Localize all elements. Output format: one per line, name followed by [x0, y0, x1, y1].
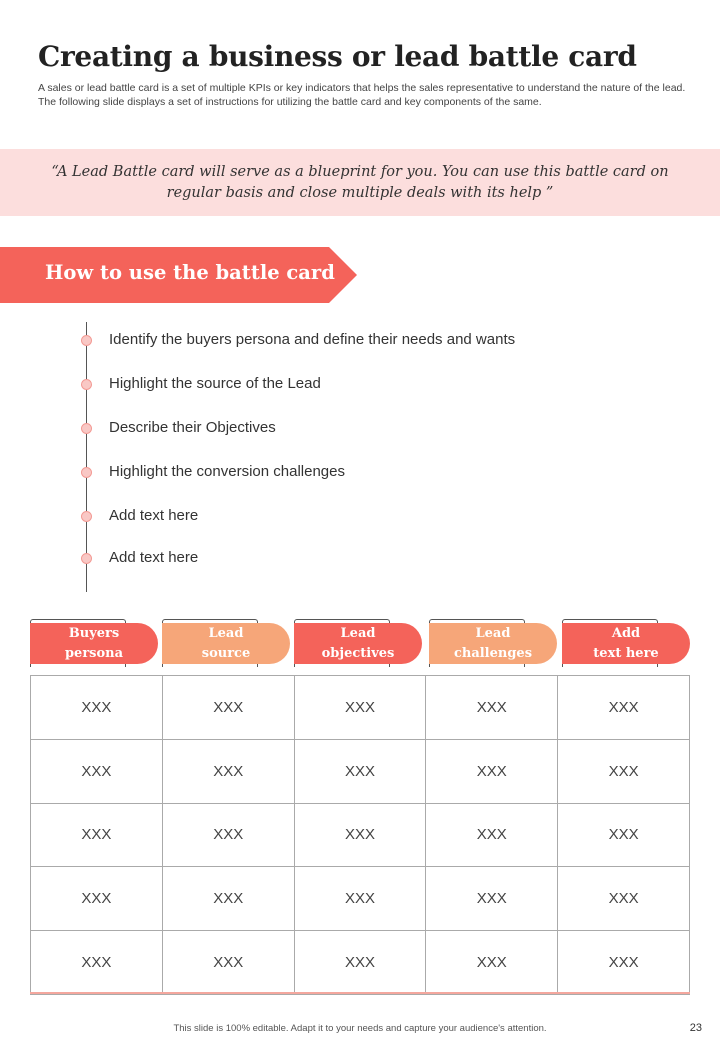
- page-number: 23: [689, 1022, 702, 1034]
- table-bottom-accent: [30, 992, 690, 994]
- column-header-add-text: [562, 619, 690, 667]
- timeline-step-label: Highlight the source of the Lead: [109, 375, 321, 392]
- table-cell: XXX: [558, 803, 690, 867]
- table-row: [31, 867, 690, 931]
- column-header-line1: Buyers: [68, 625, 120, 641]
- timeline-step-label: Add text here: [109, 507, 199, 524]
- column-header-pill: [429, 623, 557, 664]
- column-header-buyers-persona: [30, 619, 158, 667]
- column-header-line2: challenges: [453, 645, 533, 661]
- section-banner-title: How to use the battle card: [45, 261, 335, 284]
- table-cell: XXX: [294, 739, 426, 803]
- table-row: [31, 931, 690, 995]
- table-cell: XXX: [31, 803, 163, 867]
- table-cell: XXX: [558, 931, 690, 995]
- table-cell: XXX: [31, 867, 163, 931]
- page-description: A sales or lead battle card is a set of multiple KPIs or key indicators that helps the sales representative to understand the nature of the lead. The following slide displays a set of instructions for utilizing the battle card and key components of the same.: [38, 82, 686, 108]
- column-header-lead-challenges: [429, 619, 557, 667]
- column-header-pill: [562, 623, 690, 664]
- table-cell: XXX: [31, 676, 163, 740]
- table-row: [31, 803, 690, 867]
- table-row: [31, 676, 690, 740]
- table-cell: XXX: [558, 739, 690, 803]
- column-header-pill: [162, 623, 290, 664]
- section-banner: [0, 247, 357, 303]
- battle-card-table: [30, 675, 690, 995]
- quote-band: [0, 149, 720, 216]
- page-title: Creating a business or lead battle card: [38, 40, 637, 73]
- timeline-dot-icon: [81, 467, 92, 478]
- table-cell: XXX: [162, 739, 294, 803]
- column-header-lead-objectives: [294, 619, 422, 667]
- timeline-dot-icon: [81, 553, 92, 564]
- timeline-step-label: Highlight the conversion challenges: [109, 463, 345, 480]
- timeline-dot-icon: [81, 379, 92, 390]
- quote-text: “A Lead Battle card will serve as a blueprint for you. You can use this battle card on regular basis and close multiple deals with its help ”: [51, 163, 669, 201]
- column-header-pill: [294, 623, 422, 664]
- timeline-step-label: Add text here: [109, 549, 199, 566]
- column-header-line2: persona: [64, 645, 124, 661]
- table-cell: XXX: [558, 867, 690, 931]
- table-cell: XXX: [426, 867, 558, 931]
- timeline-dot-icon: [81, 511, 92, 522]
- footer-note: This slide is 100% editable. Adapt it to your needs and capture your audience's attention.: [173, 1023, 547, 1034]
- table-cell: XXX: [162, 931, 294, 995]
- column-header-line2: objectives: [321, 645, 395, 661]
- timeline-line: [86, 322, 87, 592]
- column-header-line2: source: [201, 645, 251, 661]
- table-cell: XXX: [558, 676, 690, 740]
- column-header-line1: Add: [611, 625, 641, 641]
- column-header-line1: Lead: [208, 625, 244, 641]
- timeline-dot-icon: [81, 423, 92, 434]
- timeline-step-label: Describe their Objectives: [109, 419, 276, 436]
- column-header-line1: Lead: [475, 625, 511, 641]
- column-header-pill: [30, 623, 158, 664]
- table-cell: XXX: [294, 676, 426, 740]
- table-cell: XXX: [31, 739, 163, 803]
- table-cell: XXX: [294, 931, 426, 995]
- table-cell: XXX: [162, 676, 294, 740]
- table-cell: XXX: [294, 803, 426, 867]
- column-header-line2: text here: [593, 645, 659, 661]
- table-cell: XXX: [294, 867, 426, 931]
- column-header-line1: Lead: [340, 625, 376, 641]
- timeline-dot-icon: [81, 335, 92, 346]
- table-cell: XXX: [162, 803, 294, 867]
- column-header-lead-source: [162, 619, 290, 667]
- table-cell: XXX: [426, 803, 558, 867]
- table-cell: XXX: [31, 931, 163, 995]
- timeline-step-label: Identify the buyers persona and define their needs and wants: [109, 331, 516, 348]
- table-cell: XXX: [162, 867, 294, 931]
- table-cell: XXX: [426, 931, 558, 995]
- table-cell: XXX: [426, 739, 558, 803]
- table-cell: XXX: [426, 676, 558, 740]
- table-row: [31, 739, 690, 803]
